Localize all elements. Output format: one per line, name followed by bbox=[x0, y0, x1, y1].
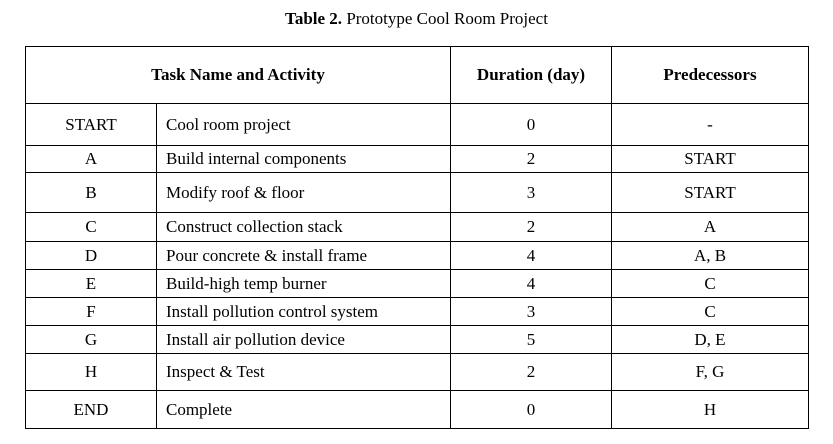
caption-title: Prototype Cool Room Project bbox=[346, 9, 548, 28]
duration-cell: 5 bbox=[451, 326, 612, 354]
task-id-cell: D bbox=[26, 242, 157, 270]
table-row bbox=[26, 354, 809, 391]
activity-cell: Construct collection stack bbox=[157, 213, 451, 242]
predecessors-cell: - bbox=[612, 104, 809, 146]
duration-cell: 4 bbox=[451, 242, 612, 270]
predecessors-cell: H bbox=[612, 391, 809, 429]
table-header-row bbox=[26, 47, 809, 104]
task-id-cell: START bbox=[26, 104, 157, 146]
header-predecessors: Predecessors bbox=[612, 47, 809, 104]
predecessors-cell: C bbox=[612, 298, 809, 326]
task-id-cell: A bbox=[26, 146, 157, 173]
activity-cell: Modify roof & floor bbox=[157, 173, 451, 213]
predecessors-cell: START bbox=[612, 146, 809, 173]
duration-cell: 2 bbox=[451, 213, 612, 242]
task-id-cell: G bbox=[26, 326, 157, 354]
predecessors-cell: D, E bbox=[612, 326, 809, 354]
header-duration: Duration (day) bbox=[451, 47, 612, 104]
predecessors-cell: START bbox=[612, 173, 809, 213]
duration-cell: 2 bbox=[451, 354, 612, 391]
duration-cell: 0 bbox=[451, 391, 612, 429]
table-row bbox=[26, 270, 809, 298]
activity-cell: Pour concrete & install frame bbox=[157, 242, 451, 270]
task-id-cell: E bbox=[26, 270, 157, 298]
activity-cell: Install pollution control system bbox=[157, 298, 451, 326]
activity-cell: Inspect & Test bbox=[157, 354, 451, 391]
table-row bbox=[26, 391, 809, 429]
project-task-table bbox=[25, 46, 809, 429]
task-id-cell: C bbox=[26, 213, 157, 242]
predecessors-cell: A, B bbox=[612, 242, 809, 270]
predecessors-cell: F, G bbox=[612, 354, 809, 391]
activity-cell: Complete bbox=[157, 391, 451, 429]
predecessors-cell: A bbox=[612, 213, 809, 242]
table-row bbox=[26, 173, 809, 213]
activity-cell: Cool room project bbox=[157, 104, 451, 146]
activity-cell: Install air pollution device bbox=[157, 326, 451, 354]
predecessors-cell: C bbox=[612, 270, 809, 298]
header-task-name: Task Name and Activity bbox=[26, 47, 451, 104]
activity-cell: Build-high temp burner bbox=[157, 270, 451, 298]
duration-cell: 4 bbox=[451, 270, 612, 298]
table-row bbox=[26, 326, 809, 354]
caption-label: Table 2. bbox=[285, 9, 343, 28]
task-id-cell: F bbox=[26, 298, 157, 326]
table-caption bbox=[0, 8, 833, 30]
task-id-cell: B bbox=[26, 173, 157, 213]
duration-cell: 2 bbox=[451, 146, 612, 173]
duration-cell: 0 bbox=[451, 104, 612, 146]
activity-cell: Build internal components bbox=[157, 146, 451, 173]
table-row bbox=[26, 242, 809, 270]
task-id-cell: H bbox=[26, 354, 157, 391]
table-row bbox=[26, 146, 809, 173]
table-row bbox=[26, 298, 809, 326]
duration-cell: 3 bbox=[451, 173, 612, 213]
duration-cell: 3 bbox=[451, 298, 612, 326]
task-id-cell: END bbox=[26, 391, 157, 429]
table-row bbox=[26, 213, 809, 242]
table-row bbox=[26, 104, 809, 146]
